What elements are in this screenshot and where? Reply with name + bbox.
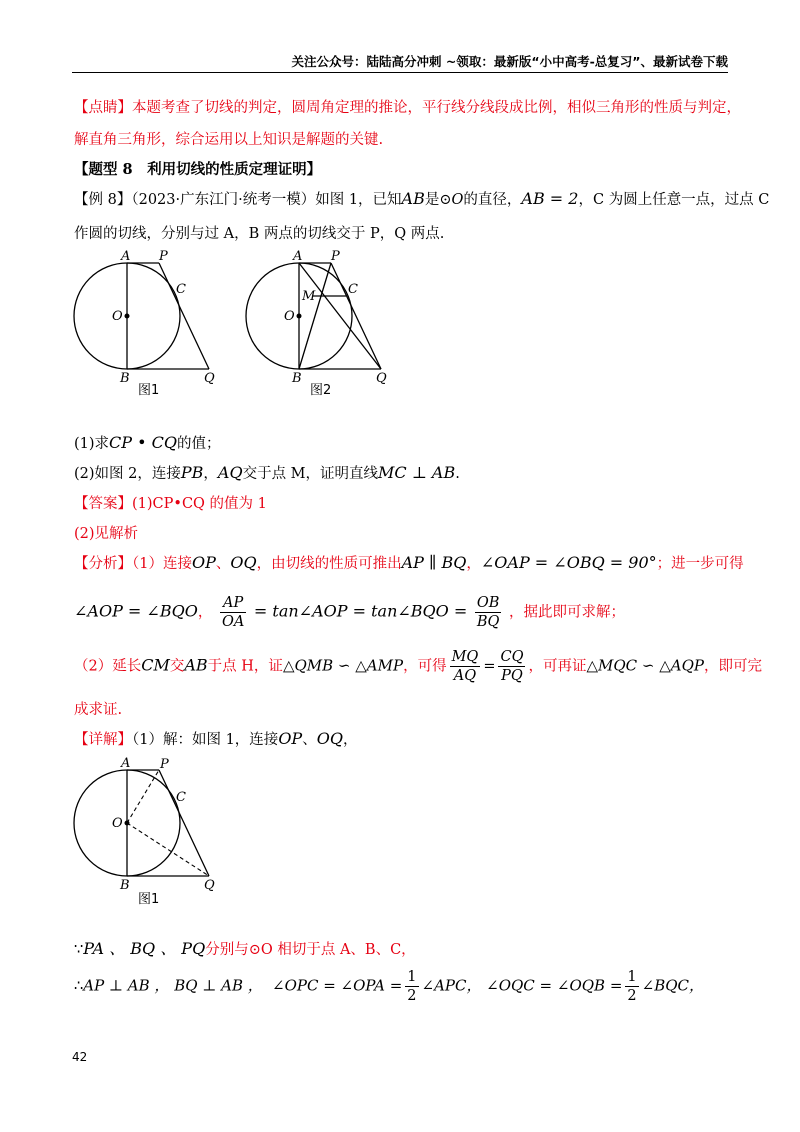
q2-pb: PB [180,463,204,482]
frac-num: 1 [407,969,417,985]
analysis-l1-b: 、 [215,556,231,572]
detail-l1-b: 、 [302,732,317,748]
fig1d-label-o: O [112,816,123,831]
page-header: 关注公众号：陆陆高分冲刺 ~领取：最新版“小中高考-总复习”、最新试卷下载 [291,54,728,69]
fig2-label-q: Q [376,371,387,386]
detail-l3-c: ∠APC， [421,976,482,995]
fig1-label-q: Q [204,371,215,386]
analysis-fraction-cq-pq [498,648,525,685]
page-number: 42 [72,1050,88,1064]
frac-den: 2 [407,988,417,1004]
fig1-caption: 图1 [138,383,160,398]
example-text-d: ，C 为圆上任意一点，过点 C [578,192,770,208]
example-line-1 [74,188,769,209]
q2-text-a: (2)如图 2，连接 [74,466,181,482]
fig1-label-p: P [159,249,168,264]
figure-1 [66,248,226,398]
detail-line-2 [74,936,416,959]
analysis-fraction-ap-oa [220,594,246,631]
example-line-2: 作圆的切线，分别与过 A，B 两点的切线交于 P，Q 两点. [74,226,445,242]
frac-num: CQ [500,649,524,665]
fig2-label-o: O [284,309,295,324]
figure-2 [238,248,398,398]
example-tag: 【例 8】 [74,192,132,208]
analysis-l3-f: ，即可完 [704,658,762,675]
analysis-line-4: 成求证. [74,702,123,718]
detail-l3-a: AP ⊥ AB ， BQ ⊥ AB ， [83,976,263,995]
detail-l1-a: （1）解：如图 1，连接 [132,732,279,748]
analysis-l1-oq: OQ [230,553,257,572]
q2-text-b: ， [203,466,218,482]
analysis-line-2 [74,594,625,631]
fig1d-label-p: P [160,757,169,772]
question-2 [74,462,460,483]
detail-line-3 [74,968,704,1005]
frac-den: 2 [627,988,637,1004]
example-eq: AB = 2 [521,189,579,208]
detail-l2-a: PA 、 BQ 、 PQ [83,939,206,958]
analysis-l3-sim2: △MQC ∽ △AQP [586,656,704,675]
frac-num: AP [220,594,246,613]
example-ab: AB [401,189,425,208]
header-divider [72,72,728,73]
comment-line-1 [74,96,741,117]
analysis-l2-b: ， [197,604,213,621]
analysis-l1-e: ；进一步可得 [656,556,744,572]
q1-text-a: (1)求 [74,436,110,452]
comment-text-2: 解直角三角形，综合运用以上知识是解题的关键. [74,132,384,148]
analysis-l1-a: （1）连接 [132,556,192,572]
comment-tag: 【点睛】 [74,100,132,116]
analysis-l1-expr: AP ∥ BQ [401,553,467,572]
analysis-line-3 [74,648,762,685]
detail-line-1 [74,728,357,749]
detail-l3-d: ∠OQC = ∠OQB = [486,976,623,995]
fig2-label-p: P [331,249,340,264]
detail-l3-b: ∠OPC = ∠OPA = [272,976,403,995]
answer-text-1: (1)CP•CQ 的值为 1 [132,496,267,512]
detail-l1-oq: OQ [316,729,343,748]
detail-l2-b: 分别与⊙O 相切于点 A、B、C， [205,942,416,958]
q1-text-b: 的值； [177,436,221,452]
fig1-label-a: A [121,249,131,264]
detail-l1-op: OP [278,729,303,748]
analysis-tag: 【分析】 [74,556,132,572]
fig2-label-m: M [302,289,316,304]
answer-tag: 【答案】 [74,496,132,512]
frac-num: 1 [627,969,637,985]
figure-1-detail [66,752,226,907]
detail-fraction-half-1 [405,968,418,1005]
q2-expr: MC ⊥ AB [378,463,456,482]
fig1-label-c: C [176,282,186,297]
analysis-l3-a: （2）延长 [74,658,142,675]
analysis-fraction-ob-bq [475,594,502,631]
analysis-l3-c: 于点 H，证 [207,658,283,675]
analysis-l2-mid: = tan∠AOP = tan∠BQO = [253,601,468,621]
topic-title: 【题型 8 利用切线的性质定理证明】 [74,161,322,178]
frac-num: OB [476,595,500,611]
analysis-l1-d: ， [466,556,481,572]
analysis-l3-cm: CM [141,655,170,675]
analysis-l3-d: ，可得 [403,658,447,675]
fig1d-caption: 图1 [138,892,160,907]
answer-text-2: (2)见解析 [74,526,139,542]
frac-den: BQ [476,614,500,630]
comment-text-1: 本题考查了切线的判定，圆周角定理的推论，平行线分线段成比例，相似三角形的性质与判定， [132,100,741,116]
frac-den: OA [221,614,245,630]
fig1d-label-q: Q [204,878,215,893]
analysis-l1-c: ，由切线的性质可推出 [256,556,402,572]
analysis-l3-e: ，可再证 [528,658,587,675]
fig1d-label-a: A [121,756,131,771]
analysis-l2-a: ∠AOP = ∠BQO [74,601,198,621]
detail-fraction-half-2 [625,968,638,1005]
q2-aq: AQ [217,463,243,482]
frac-num: MQ [451,649,479,665]
example-text-b: 是⊙ [424,192,452,208]
analysis-fraction-mq-aq [450,648,481,685]
because-symbol: ∵ [74,942,84,958]
q1-expr: CP • CQ [109,433,178,452]
fig1d-label-b: B [120,878,130,893]
example-text-c: 的直径， [463,192,522,208]
frac-den: AQ [453,668,477,684]
fig1-label-b: B [120,371,130,386]
q2-text-d: . [455,466,460,482]
example-o: O [451,192,464,208]
fig2-label-b: B [292,371,302,386]
detail-l1-c: ， [342,732,358,748]
example-text-a: （2023·广东江门·统考一模）如图 1，已知 [131,192,402,208]
fig2-label-a: A [293,249,303,264]
analysis-l1-op: OP [191,553,216,572]
analysis-l3-ab: AB [184,655,208,675]
analysis-line-1 [74,552,744,573]
fig1d-label-c: C [176,790,186,805]
analysis-l3-eq: = [483,658,496,675]
analysis-l3-b: 交 [169,658,185,675]
fig2-label-c: C [348,282,358,297]
analysis-l2-c: ，据此即可求解； [509,604,626,621]
frac-den: PQ [501,668,523,684]
analysis-l3-sim1: △QMB ∽ △AMP [282,656,404,675]
question-1 [74,432,221,453]
detail-l3-e: ∠BQC， [641,976,705,995]
analysis-l1-expr2: ∠OAP = ∠OBQ = 90° [480,553,657,572]
fig1-label-o: O [112,309,123,324]
answer-line-1 [74,492,267,513]
therefore-symbol: ∴ [74,978,84,995]
q2-text-c: 交于点 M，证明直线 [242,466,379,482]
detail-tag: 【详解】 [74,732,132,748]
fig2-caption: 图2 [310,383,332,398]
